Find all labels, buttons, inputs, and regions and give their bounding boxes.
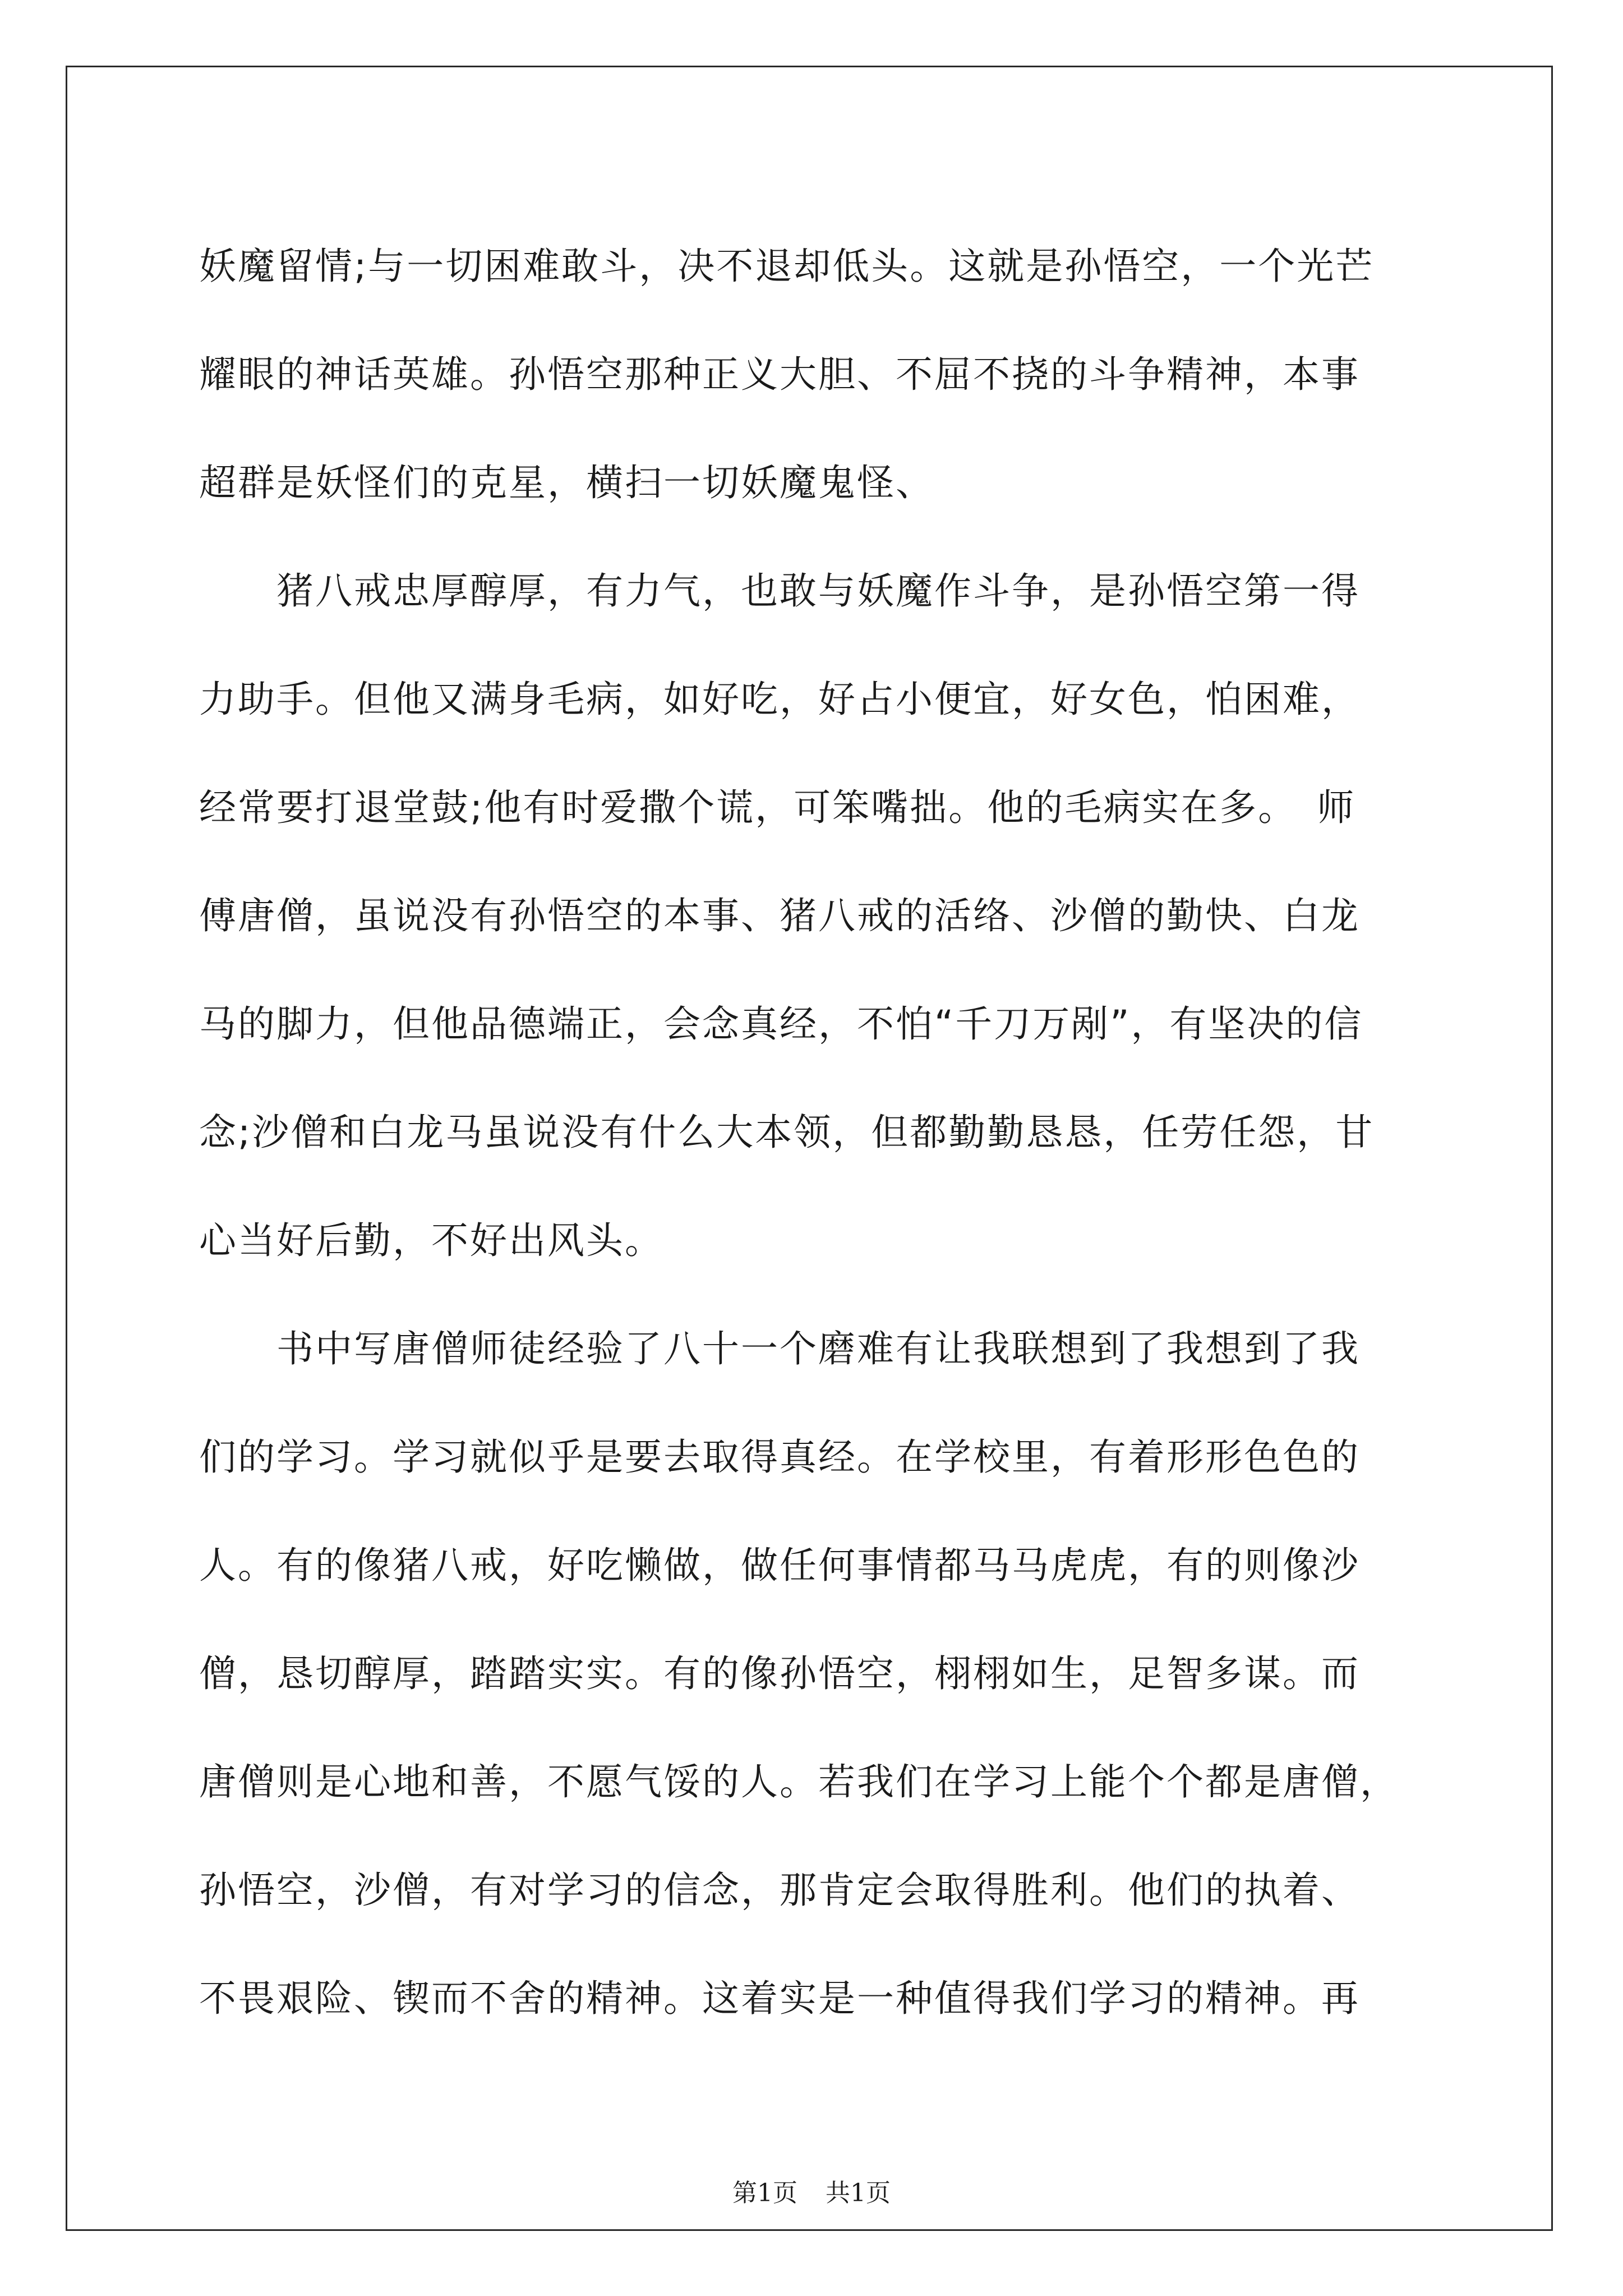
text-line: 马的脚力，但他品德端正，会念真经，不怕“千刀万剐”，有坚决的信 (199, 1002, 1363, 1046)
text-line: 超群是妖怪们的克星，横扫一切妖魔鬼怪、 (199, 461, 934, 504)
text-line: 僧，恳切醇厚，踏踏实实。有的像孙悟空，栩栩如生，足智多谋。而 (199, 1652, 1360, 1695)
text-line: 孙悟空，沙僧，有对学习的信念，那肯定会取得胜利。他们的执着、 (199, 1869, 1360, 1912)
text-line: 唐僧则是心地和善，不愿气馁的人。若我们在学习上能个个都是唐僧， (199, 1760, 1399, 1803)
text-line: 心当好后勤，不好出风头。 (199, 1219, 663, 1262)
text-line: 不畏艰险、锲而不舍的精神。这着实是一种值得我们学习的精神。再 (199, 1977, 1360, 2020)
page-footer (0, 2177, 1623, 2210)
document-body (199, 212, 1450, 2053)
text-line: 人。有的像猪八戒，好吃懒做，做任何事情都马马虎虎，有的则像沙 (199, 1544, 1360, 1587)
text-line: 妖魔留情;与一切困难敢斗，决不退却低头。这就是孙悟空，一个光芒 (199, 245, 1375, 288)
text-line: 猪八戒忠厚醇厚，有力气，也敢与妖魔作斗争，是孙悟空第一得 (199, 569, 1360, 613)
text-line: 力助手。但他又满身毛病，如好吃，好占小便宜，好女色，怕困难， (199, 678, 1360, 721)
page-total: 共1页 (826, 2179, 891, 2207)
text-line: 经常要打退堂鼓;他有时爱撒个谎，可笨嘴拙。他的毛病实在多。 师 (199, 786, 1356, 829)
text-line: 耀眼的神话英雄。孙悟空那种正义大胆、不屈不挠的斗争精神，本事 (199, 353, 1360, 396)
text-line: 傅唐僧，虽说没有孙悟空的本事、猪八戒的活络、沙僧的勤快、白龙 (199, 894, 1360, 937)
text-line: 书中写唐僧师徒经验了八十一个磨难有让我联想到了我想到了我 (199, 1327, 1360, 1370)
text-line: 们的学习。学习就似乎是要去取得真经。在学校里，有着形形色色的 (199, 1435, 1360, 1479)
text-line: 念;沙僧和白龙马虽说没有什么大本领，但都勤勤恳恳，任劳任怨，甘 (199, 1111, 1375, 1154)
page-number: 第1页 (732, 2179, 797, 2207)
